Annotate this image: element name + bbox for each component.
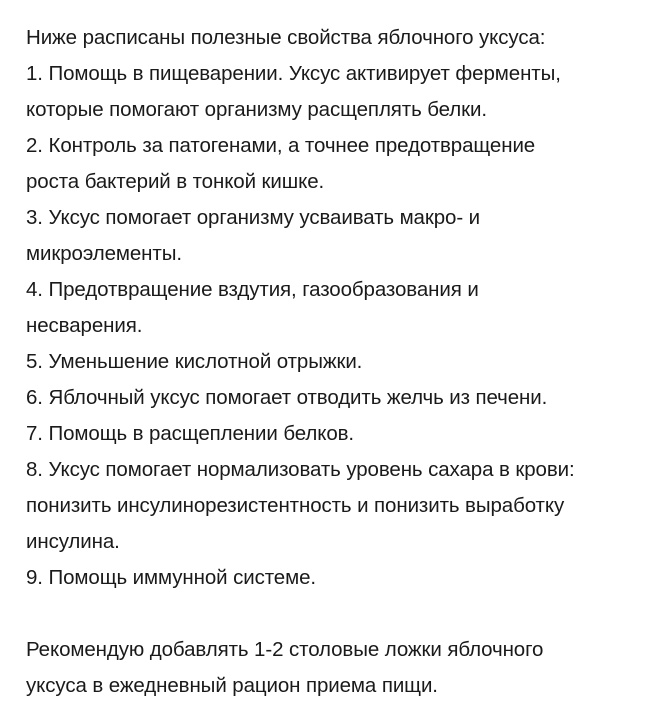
list-item-line: 8. Уксус помогает нормализовать уровень сахара в крови: [26, 458, 575, 481]
list-item [26, 416, 651, 452]
recommendation-line: уксуса в ежедневный рацион приема пищи. [26, 674, 438, 697]
list-item-line: микроэлементы. [26, 242, 182, 265]
list-item [26, 128, 651, 200]
list-item-line: роста бактерий в тонкой кишке. [26, 170, 325, 193]
list-item [26, 272, 651, 344]
list-item-line: которые помогают организму расщеплять белки. [26, 98, 487, 121]
list-item-line: 9. Помощь иммунной системе. [26, 566, 316, 589]
list-item [26, 344, 651, 380]
list-item-line: 2. Контроль за патогенами, а точнее предотвращение [26, 134, 536, 157]
note-text [26, 20, 651, 704]
paragraph-gap [26, 596, 651, 632]
list-item-line: 5. Уменьшение кислотной отрыжки. [26, 350, 363, 373]
list-item-line: 4. Предотвращение вздутия, газообразования и [26, 278, 479, 301]
recommendation-paragraph [26, 632, 651, 704]
list-item-line: 7. Помощь в расщеплении белков. [26, 422, 355, 445]
list-item [26, 56, 651, 128]
list-item-line: понизить инсулинорезистентность и понизить выработку [26, 494, 565, 517]
list-item [26, 560, 651, 596]
list-item-line: 1. Помощь в пищеварении. Уксус активирует ферменты, [26, 62, 561, 85]
list-item [26, 452, 651, 560]
list-item-line: 6. Яблочный уксус помогает отводить желчь из печени. [26, 386, 548, 409]
list-item-line: 3. Уксус помогает организму усваивать макро- и [26, 206, 481, 229]
list-item-line: инсулина. [26, 530, 120, 553]
list-item [26, 380, 651, 416]
list-item [26, 200, 651, 272]
list-item-line: несварения. [26, 314, 143, 337]
recommendation-line: Рекомендую добавлять 1-2 столовые ложки яблочного [26, 638, 544, 661]
intro-line: Ниже расписаны полезные свойства яблочного уксуса: [26, 26, 546, 49]
